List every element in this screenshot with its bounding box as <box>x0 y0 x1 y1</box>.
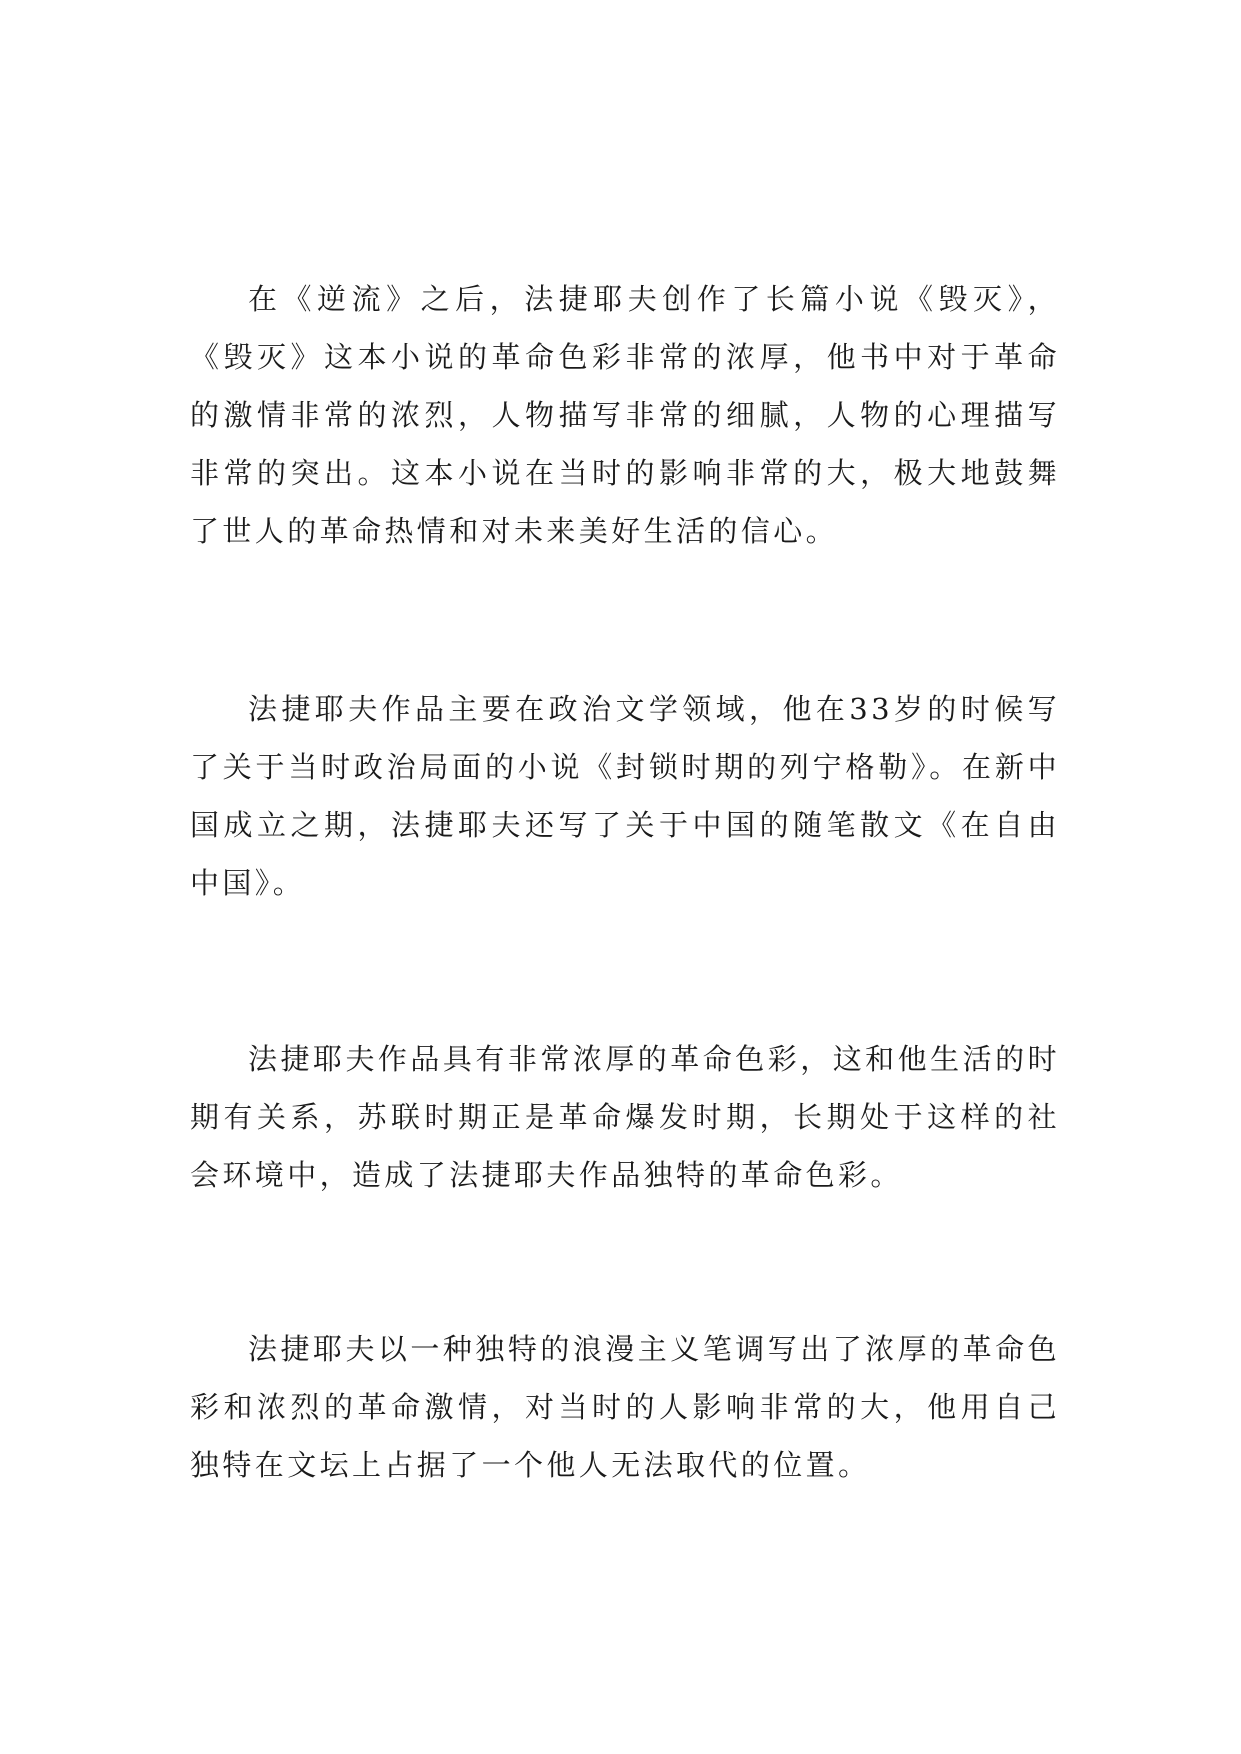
paragraph-3: 法捷耶夫作品具有非常浓厚的革命色彩，这和他生活的时期有关系，苏联时期正是革命爆发时期，长期处于这样的社会环境中，造成了法捷耶夫作品独特的革命色彩。 <box>190 1042 1060 1192</box>
paragraph-2: 法捷耶夫作品主要在政治文学领域，他在33岁的时候写了关于当时政治局面的小说《封锁时期的列宁格勒》。在新中国成立之期，法捷耶夫还写了关于中国的随笔散文《在自由中国》。 <box>190 692 1060 900</box>
paragraph-4: 法捷耶夫以一种独特的浪漫主义笔调写出了浓厚的革命色彩和浓烈的革命激情，对当时的人影响非常的大，他用自己独特在文坛上占据了一个他人无法取代的位置。 <box>190 1332 1060 1482</box>
paragraph-1: 在《逆流》之后，法捷耶夫创作了长篇小说《毁灭》，《毁灭》这本小说的革命色彩非常的浓厚，他书中对于革命的激情非常的浓烈，人物描写非常的细腻，人物的心理描写非常的突出。这本小说在当时的影响非常的大，极大地鼓舞了世人的革命热情和对未来美好生活的信心。 <box>190 282 1060 548</box>
